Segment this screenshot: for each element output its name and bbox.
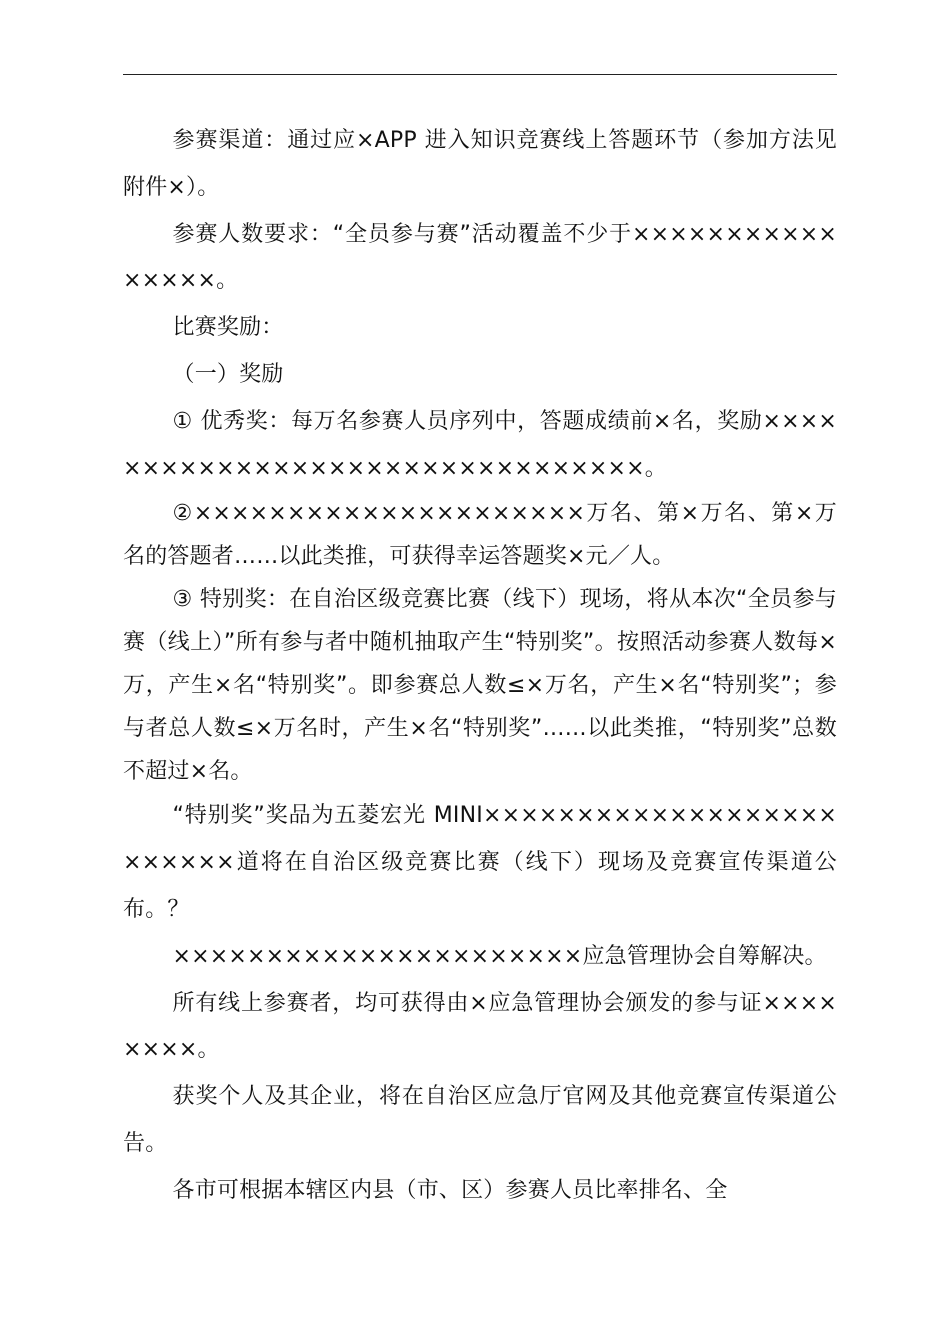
paragraph-city-ranking: 各市可根据本辖区内县（市、区）参赛人员比率排名、全 <box>172 1177 728 1203</box>
paragraph-lucky-award: ②×××××××××××××××××××××万名、第×万名、第×万名的答题者……以此类推，可获得幸运答题奖×元／人。 <box>123 501 837 570</box>
paragraph-special-award: ③ 特别奖：在自治区级竞赛比赛（线下）现场，将从本次“全员参与赛（线上）”所有参与者中随机抽取产生“特别奖”。按照活动参赛人数每×万，产生×名“特别奖”。即参赛总人数≤×万名，产生×名“特别奖”；参与者总人数≤×万名时，产生×名“特别奖”……以此类推，“特别奖”总数不超过×名。 <box>123 587 837 785</box>
paragraph-funding: ××××××××××××××××××××××应急管理协会自筹解决。 <box>172 943 827 969</box>
paragraph-winner-announcement: 获奖个人及其企业，将在自治区应急厅官网及其他竞赛宣传渠道公告。 <box>123 1084 837 1156</box>
paragraph-awards-heading: 比赛奖励： <box>172 315 284 341</box>
paragraph-excellence-award: ① 优秀奖：每万名参赛人员序列中，答题成绩前×名，奖励××××××××××××××××××××××××××××××××。 <box>123 408 837 481</box>
document-body <box>123 118 837 1215</box>
header-rule <box>123 74 837 75</box>
paragraph-entry-channel: 参赛渠道：通过应×APP 进入知识竞赛线上答题环节（参加方法见附件×）。 <box>123 128 837 200</box>
paragraph-participation-certificate: 所有线上参赛者，均可获得由×应急管理协会颁发的参与证××××××××。 <box>123 990 837 1063</box>
paragraph-special-award-prize: “特别奖”奖品为五菱宏光 MINI×××××××××××××××××××××××××道将在自治区级竞赛比赛（线下）现场及竞赛宣传渠道公布。？ <box>123 803 837 922</box>
paragraph-awards-subheading: （一）奖励 <box>172 361 284 387</box>
paragraph-participant-requirement: 参赛人数要求：“全员参与赛”活动覆盖不少于××××××××××××××××。 <box>123 221 837 294</box>
